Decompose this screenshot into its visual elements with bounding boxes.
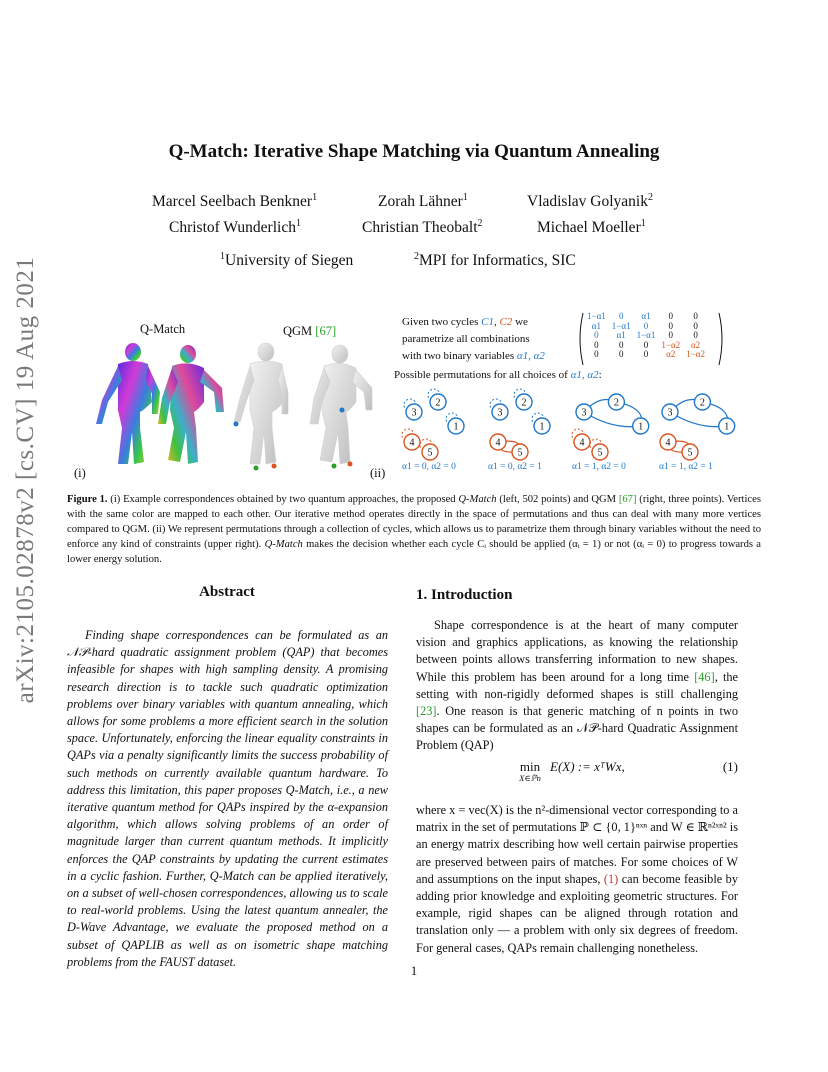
matrix-cell: 0: [643, 320, 649, 331]
matrix-cell: 0: [643, 339, 649, 350]
cycle-diagram-1: [402, 389, 464, 460]
intro-paragraph-2: where x = vec(X) is the n²-dimensional vector corresponding to a matrix in the set of permutations ℙ ⊂ {0, 1}ⁿˣⁿ and W ∈ ℝⁿ²ˣⁿ² is an energy matrix describing how well certain pairwise properties are preserved between pairs of matches. For some choices of W and assumptions on the input shapes, (1) can become feasible by adding prior knowledge and exploiting geometric structures. For example, rigid shapes can be aligned through rotation and translation only — a problem with only six degrees of freedom. For general cases, QAPs remain challenging nonetheless.: [416, 803, 738, 955]
cite-67-caption[interactable]: [67]: [618, 494, 637, 505]
matrix-cell: 0: [618, 311, 624, 321]
page-number: 1: [410, 963, 418, 978]
node-label: 4: [579, 437, 585, 449]
cite-23[interactable]: [23]: [416, 704, 437, 719]
author-3: Vladislav Golyanik$^2$: [527, 192, 653, 211]
matrix-row: [584, 350, 708, 360]
intro-paragraph-1: Shape correspondence is at the heart of many computer vision and graphics applications, as knowing the relationship between points allows transferring information to new shapes. While this problem has been around for a long time [46], the setting with non-rigidly deformed shapes is still challenging [23]. One reason is that generic matching of n points in two shapes can be formulated as an 𝒩𝒫-hard Quadratic Assignment Problem (QAP): [416, 618, 738, 753]
abstract-heading: Abstract: [199, 584, 255, 600]
cycle-captions: [402, 462, 742, 476]
matrix-table: [584, 312, 708, 360]
matrix-cell: 0: [693, 320, 698, 331]
cite-67-link[interactable]: [67]: [315, 324, 337, 338]
qgm-shape-2: [310, 345, 372, 469]
node-label: 2: [435, 397, 441, 409]
node-label: 2: [613, 397, 619, 409]
matrix-cell: α1: [591, 320, 601, 331]
cycle-diagram-2: [490, 389, 550, 460]
node-label: 1: [724, 421, 730, 433]
matrix-cell: 0: [668, 330, 674, 341]
author-6: Michael Moeller$^1$: [537, 218, 646, 237]
cycle-diagrams: [392, 386, 738, 462]
matrix-cell: 0: [618, 339, 624, 350]
cycle-diagram-3: [572, 394, 649, 460]
qmatch-shape-2: [158, 345, 224, 464]
matrix-cell: 0: [594, 339, 599, 350]
author-5: Christian Theobalt$^2$: [362, 218, 483, 237]
qmatch-shape-1: [96, 343, 160, 464]
node-label: 1: [539, 421, 545, 433]
matrix-cell: 0: [693, 330, 698, 341]
matrix-cell: 0: [594, 330, 599, 341]
given-text: Given two cycles C1, C2 we parametrize all combinations with two binary variables α1, α2: [402, 316, 545, 362]
node-label: 4: [665, 437, 671, 449]
arxiv-stamp: arXiv:2105.02878v2 [cs.CV] 19 Aug 2021: [12, 256, 39, 704]
node-label: 1: [453, 421, 459, 433]
eq-min: min X∈ℙn: [519, 759, 541, 783]
node-label: 2: [521, 397, 527, 409]
matrix-cell: 1−α2: [686, 349, 705, 360]
node-label: 5: [597, 447, 603, 459]
matrix-cell: 0: [594, 349, 599, 360]
matrix-cell: 1−α1: [587, 311, 606, 321]
node-label: 3: [497, 407, 503, 419]
node-label: 5: [427, 447, 433, 459]
node-label: 5: [687, 447, 693, 459]
matrix-cell: 0: [618, 349, 624, 360]
node-label: 3: [667, 407, 673, 419]
node-label: 4: [409, 437, 415, 449]
node-label: 1: [638, 421, 644, 433]
figure-caption: Figure 1. (i) Example correspondences obtained by two quantum approaches, the proposed Q-Match (left, 502 points) and QGM [67] (right, three points). Vertices with the same color are mapped to each other. Our iterative method operates directly in the space of permutations and thus can deal with many more vertices compared to QGM. (ii) We represent permutations through a collection of cycles, which allows us to parametrize them through binary variables without the need to enforce any kind of constraints (upper right). Q-Match makes the decision whether each cycle Cᵢ should be applied (αᵢ = 1) or not (αᵢ = 0) to progress towards a lower energy solution.: [67, 494, 762, 565]
matrix-cell: 0: [668, 311, 674, 321]
possible-text: Possible permutations for all choices of α1, α2:: [394, 369, 602, 381]
eq-body: E(X) := xᵀWx,: [550, 759, 625, 774]
cycle-caption-4: α1 = 1, α2 = 1: [659, 462, 713, 472]
matrix-cell: α2: [690, 339, 701, 350]
matrix-cell: 0: [643, 349, 649, 360]
panel-ii-label: (ii): [370, 466, 386, 480]
cycle-caption-2: α1 = 0, α2 = 1: [488, 462, 542, 472]
abstract-body: Finding shape correspondences can be formulated as an 𝒩𝒫-hard quadratic assignment problem (QAP) that becomes infeasible for shapes with high sampling density. A promising research direction is to tackle such quadratic optimization problems over binary variables with quantum annealing, which allows for some problems a more efficient search in the solution space. Unfortunately, enforcing the linear equality constraints in QAPs via a penalty significantly limits the success probability of such methods on currently available quantum hardware. To address this limitation, this paper proposes Q-Match, i.e., a new iterative quantum method for QAPs inspired by the α-expansion algorithm, which allows solving problems of an order of magnitude larger than current quantum methods. It implicitly enforces the QAP constraints by updating the current estimates in a cyclic fashion. Further, Q-Match can be applied iteratively, on a subset of well-chosen correspondences, allowing us to scale to real-world problems. Using the latest quantum annealer, the D-Wave Advantage, we evaluate the proposed method on a subset of QAPLIB as well as on isometric shape matching problems from the FAUST dataset.: [67, 628, 388, 969]
matrix-cell: 1−α1: [611, 320, 631, 331]
matrix-cell: 1−α1: [636, 330, 656, 341]
eq-ref-1[interactable]: (1): [603, 871, 619, 886]
panel-i-label: (i): [74, 466, 86, 480]
node-label: 2: [699, 397, 705, 409]
cycle-caption-3: α1 = 1, α2 = 0: [572, 462, 626, 472]
matrix-cell: α1: [641, 311, 651, 321]
matrix-cell: α1: [616, 330, 626, 341]
label-qmatch: Q-Match: [140, 322, 186, 336]
paper-title: Q-Match: Iterative Shape Matching via Quantum Annealing: [168, 141, 660, 162]
author-1: Marcel Seelbach Benkner$^1$: [152, 192, 318, 211]
label-qgm: QGM [67]: [283, 324, 337, 338]
eq-number: (1): [722, 759, 738, 774]
matrix-cell: 1−α2: [661, 339, 681, 350]
cycle-diagram-4: [660, 394, 735, 460]
shape-figure: [88, 340, 378, 480]
cite-46[interactable]: [46]: [694, 669, 715, 684]
affiliation-1: $^1$University of Siegen: [220, 251, 354, 270]
node-label: 4: [495, 437, 501, 449]
matrix-cell: 0: [693, 311, 698, 321]
cycle-caption-1: α1 = 0, α2 = 0: [402, 462, 456, 472]
matrix-cell: 0: [668, 320, 674, 331]
author-4: Christof Wunderlich$^1$: [169, 218, 301, 237]
node-label: 3: [411, 407, 417, 419]
author-2: Zorah Lähner$^1$: [378, 192, 468, 211]
node-label: 3: [581, 407, 587, 419]
intro-heading: 1. Introduction: [416, 587, 513, 603]
node-label: 5: [517, 447, 523, 459]
affiliation-2: $^2$MPI for Informatics, SIC: [414, 251, 576, 270]
qgm-shape-1: [234, 343, 289, 471]
matrix-cell: α2: [666, 349, 676, 360]
